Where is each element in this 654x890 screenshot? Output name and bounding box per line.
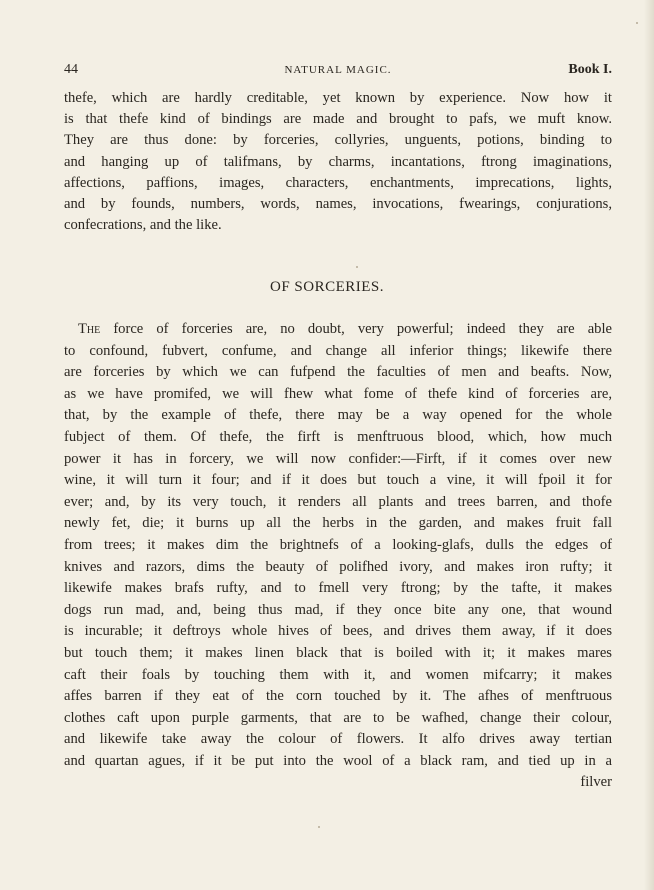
text-line: is incurable; it deftroys whole hives of bees, and drives them away, if it does [64, 623, 612, 640]
text-line-first [64, 319, 612, 341]
text-line: from trees; it makes dim the brightnefs of a looking-glafs, dulls the edges of [64, 536, 612, 553]
text-line: and likewife take away the colour of flowers. It alfo drives away tertian [64, 731, 612, 748]
text-line: ever; and, by its very touch, it renders all plants and trees barren, and thofe [64, 493, 612, 510]
text-line: and quartan agues, if it be put into the wool of a black ram, and tied up in a [64, 752, 612, 769]
text-line: They are thus done: by forceries, collyries, unguents, potions, binding to [64, 132, 612, 149]
opening-word: The [78, 321, 101, 337]
text-line: likewife makes brafs rufty, and to fmell very ftrong; by the tafte, it makes [64, 580, 612, 597]
text-line: clothes caft upon purple garments, that are to be wafhed, change their colour, [64, 709, 612, 726]
page-header [64, 62, 612, 82]
text-line: that, by the example of thefe, there may be a way opened for the whole [64, 407, 612, 424]
text-line: newly fet, die; it burns up all the herbs in the garden, and makes fruit fall [64, 515, 612, 532]
text-line: and hanging up of talifmans, by charms, incantations, ftrong imaginations, [64, 153, 612, 170]
sorceries-paragraph [64, 319, 612, 794]
text-line: is that thefe kind of bindings are made and brought to pafs, we muft know. [64, 111, 612, 128]
text-line: confecrations, and the like. [64, 217, 222, 234]
text-line: affes barren if they eat of the corn touched by it. The afhes of menftruous [64, 688, 612, 705]
section-title: OF SORCERIES. [269, 279, 385, 295]
running-head: NATURAL MAGIC. [284, 64, 392, 76]
book-label: Book I. [568, 62, 612, 77]
text-line: wine, it will turn it four; and if it does but touch a vine, it will fpoil it for [64, 472, 612, 489]
page-edge-shadow [644, 0, 654, 890]
catchword: filver [580, 774, 612, 791]
text-line: knives and razors, dims the beauty of polifhed ivory, and makes iron rufty; it [64, 558, 612, 575]
text-line: to confound, fubvert, confume, and change all inferior things; likewife there [64, 342, 612, 359]
text-line: fubject of them. Of thefe, the firft is menftruous blood, which, how much [64, 428, 612, 445]
text-line: affections, paffions, images, characters, enchantments, imprecations, lights, [64, 174, 612, 191]
paper-speck [636, 22, 638, 24]
first-line-rest: force of forceries are, no doubt, very powerful; indeed they are able [100, 321, 612, 337]
text-line: dogs run mad, and, being thus mad, if they once bite any one, that wound [64, 601, 612, 618]
intro-paragraph [64, 88, 612, 236]
paper-speck [318, 826, 320, 828]
text-line: are forceries by which we can fufpend the faculties of men and beafts. Now, [64, 364, 612, 381]
text-line: thefe, which are hardly creditable, yet known by experience. Now how it [64, 90, 612, 106]
page-number: 44 [64, 62, 78, 77]
text-line: power it has in forcery, we will now confider:—Firft, if it comes over new [64, 450, 612, 467]
text-line: caft their foals by touching them with it, and women mifcarry; it makes [64, 666, 612, 683]
paper-speck [356, 266, 358, 268]
text-line: as we have promifed, we will fhew what fome of thefe kind of forceries are, [64, 385, 612, 402]
text-line: and by founds, numbers, words, names, invocations, fwearings, conjurations, [64, 195, 612, 212]
text-line: but touch them; it makes linen black that is boiled with it; it makes mares [64, 644, 612, 661]
